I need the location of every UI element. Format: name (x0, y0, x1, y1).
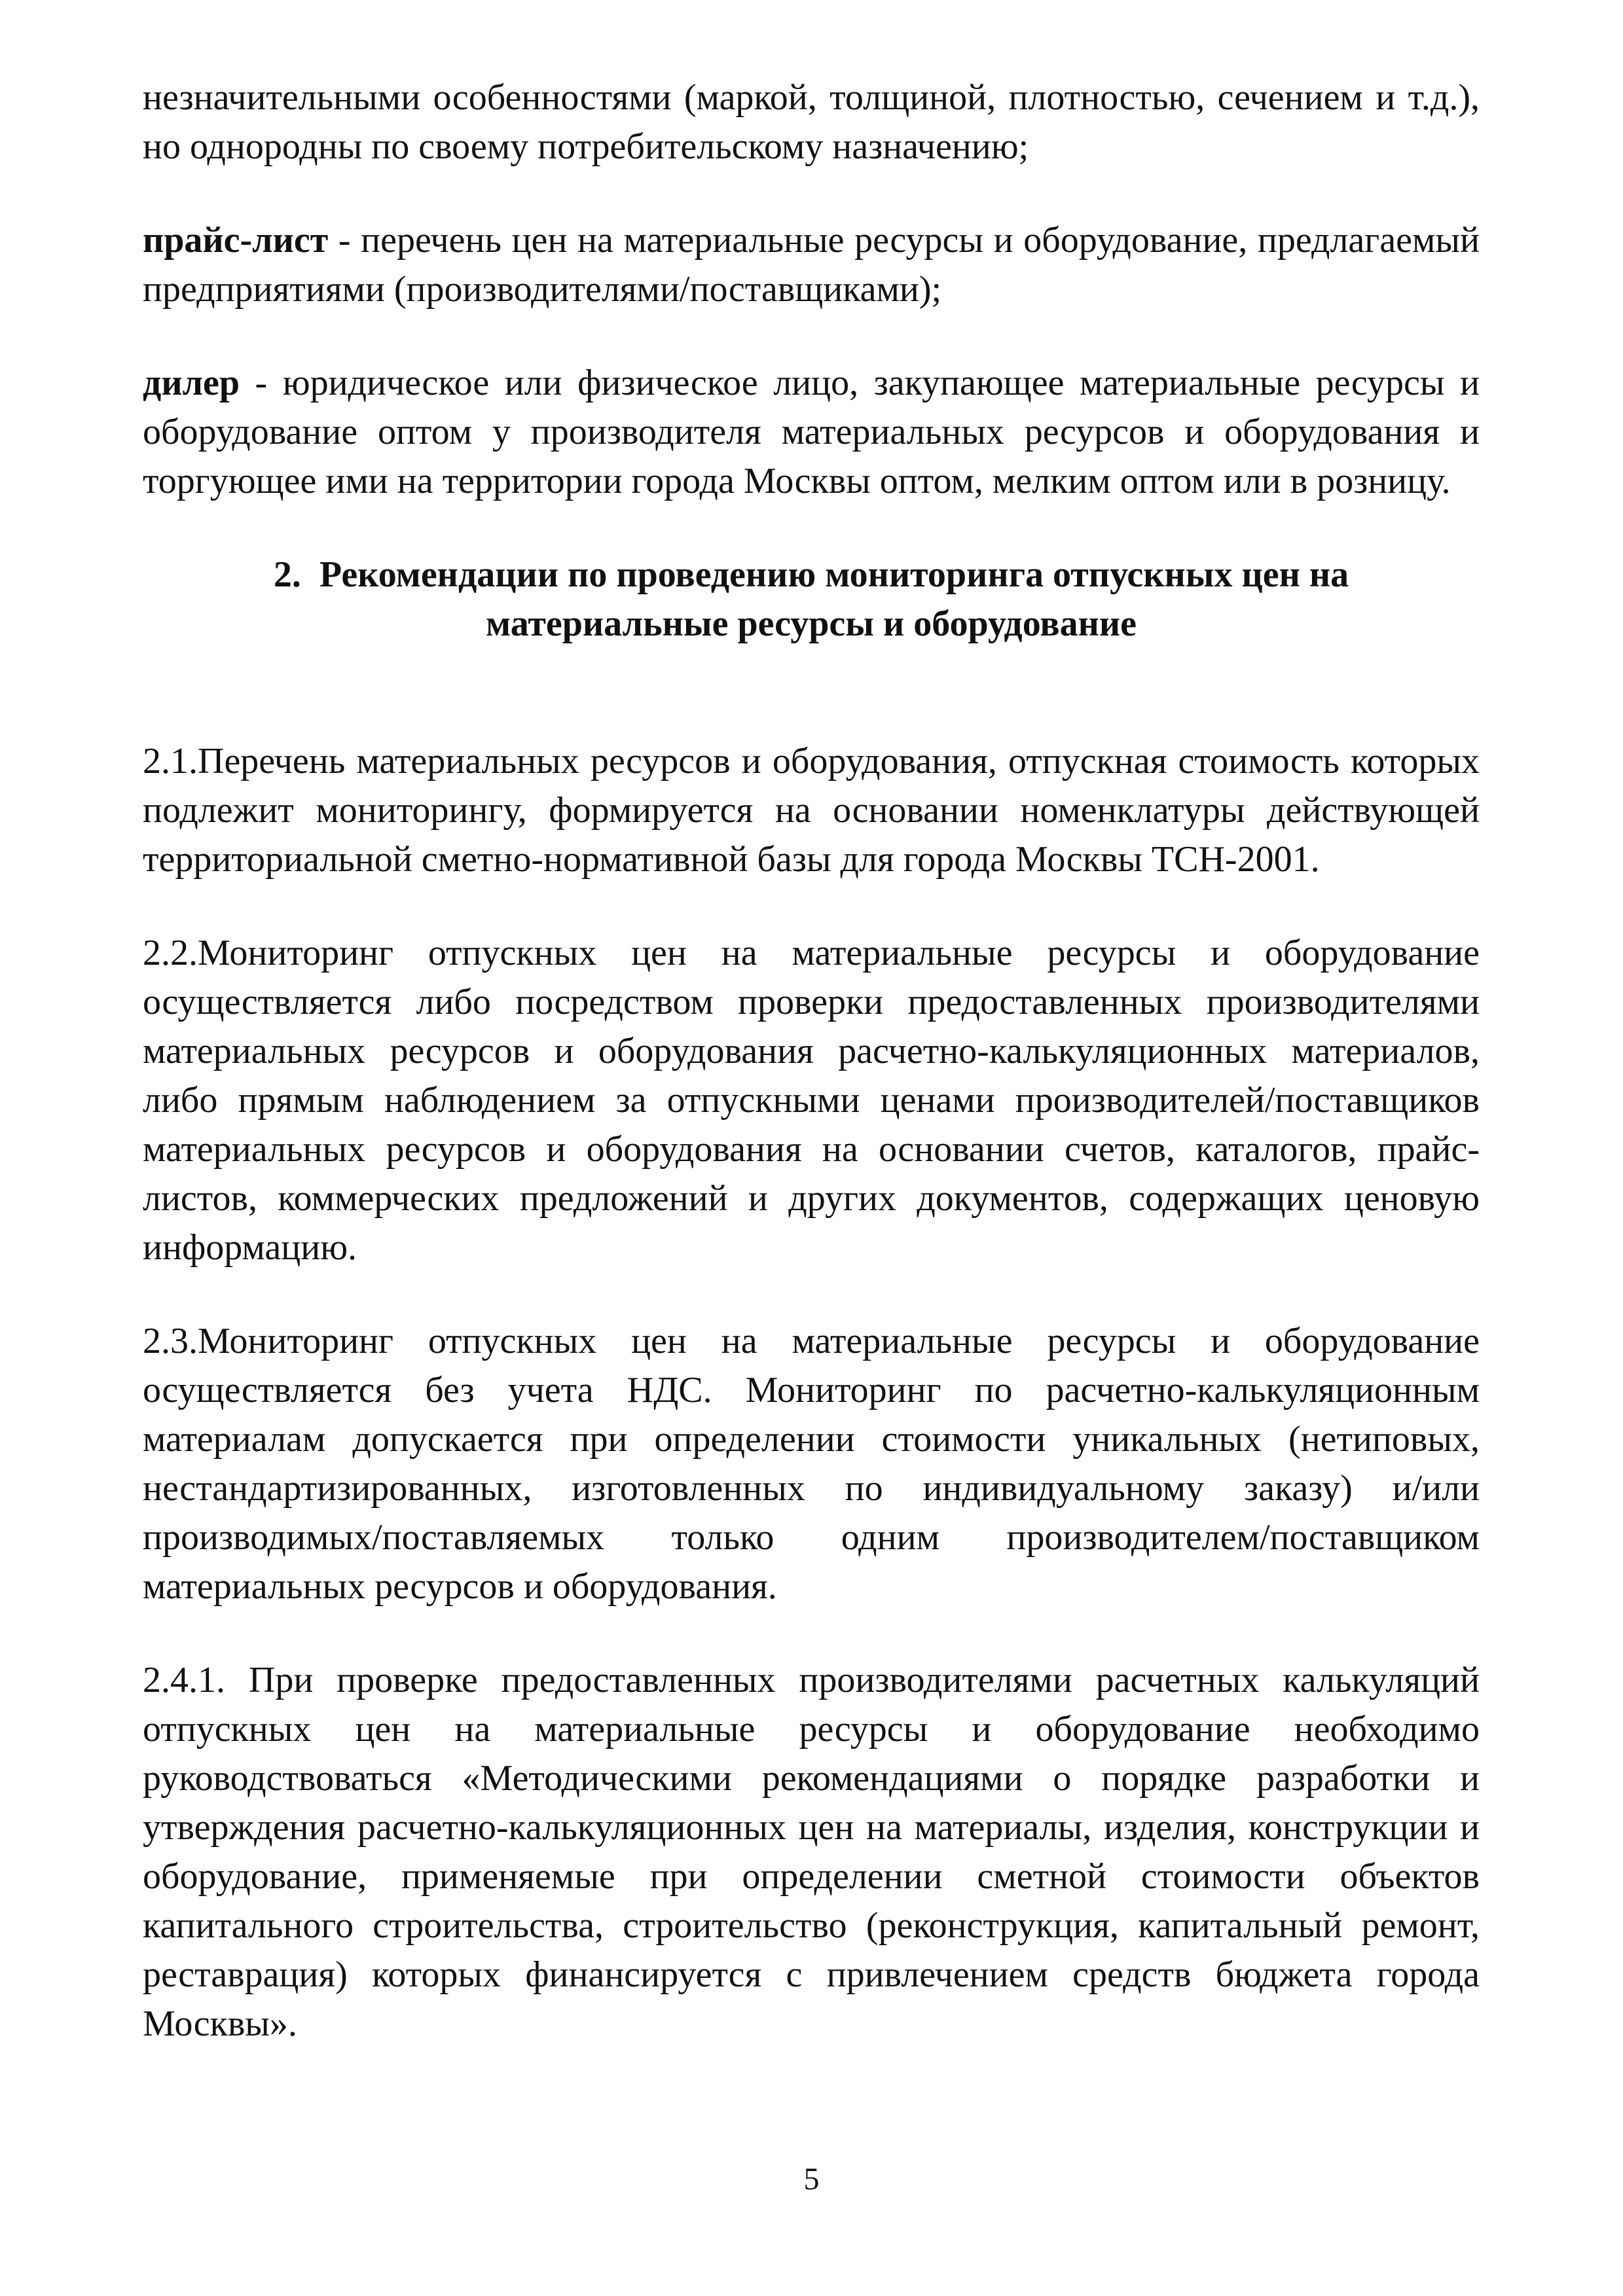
clause-2-1: 2.1.Перечень материальных ресурсов и оборудования, отпускная стоимость которых подлежит мониторингу, формируется на основании номенклатуры действующей территориальной сметно-нормативной базы для города Москвы ТСН-2001. (143, 741, 1480, 880)
definition-price-list (143, 216, 1480, 314)
clause-2-2: 2.2.Мониторинг отпускных цен на материальные ресурсы и оборудование осуществляется либо посредством проверки предоставленных производителями материальных ресурсов и оборудования расчетно-калькуляционных материалов, либо прямым наблюдением за отпускными ценами производителей/поставщиков материальных ресурсов и оборудования на основании счетов, каталогов, прайс-листов, коммерческих предложений и других документов, содержащих ценовую информацию. (143, 933, 1480, 1268)
paragraph-continuation: незначительными особенностями (маркой, толщиной, плотностью, сечением и т.д.), но однородны по своему потребительскому назначению; (143, 77, 1480, 167)
section-title-line-1: Рекомендации по проведению мониторинга отпускных цен на (319, 554, 1349, 595)
section-number: 2. (273, 554, 301, 595)
term-price-list: прайс-лист (143, 220, 329, 260)
section-heading-line-1 (143, 550, 1480, 600)
term-dealer: дилер (143, 363, 240, 403)
section-title-line-2: материальные ресурсы и оборудование (486, 603, 1137, 644)
section-heading (143, 550, 1480, 649)
definition-dealer-text: - юридическое или физическое лицо, закупающее материальные ресурсы и оборудование оптом у производителя материальных ресурсов и оборудования и торгующее ими на территории города Москвы оптом, мелким оптом или в розницу. (143, 363, 1480, 501)
page-body (143, 73, 1480, 2093)
clause-2-3: 2.3.Мониторинг отпускных цен на материальные ресурсы и оборудование осуществляется без учета НДС. Мониторинг по расчетно-калькуляционным материалам допускается при определении стоимости уникальных (нетиповых, нестандартизированных, изготовленных по индивидуальному заказу) и/или производимых/поставляемых только одним производителем/поставщиком материальных ресурсов и оборудования. (143, 1321, 1480, 1607)
clause-2-4-1: 2.4.1. При проверке предоставленных производителями расчетных калькуляций отпускных цен на материальные ресурсы и оборудование необходимо руководствоваться «Методическими рекомендациями о порядке разработки и утверждения расчетно-калькуляционных цен на материалы, изделия, конструкции и оборудование, применяемые при определении сметной стоимости объектов капитального строительства, строительство (реконструкция, капитальный ремонт, реставрация) которых финансируется с привлечением средств бюджета города Москвы». (143, 1660, 1480, 2044)
page-number: 5 (803, 2162, 820, 2197)
definition-price-list-text: - перечень цен на материальные ресурсы и оборудование, предлагаемый предприятиями (производителями/поставщиками); (143, 220, 1480, 310)
definition-dealer (143, 359, 1480, 506)
